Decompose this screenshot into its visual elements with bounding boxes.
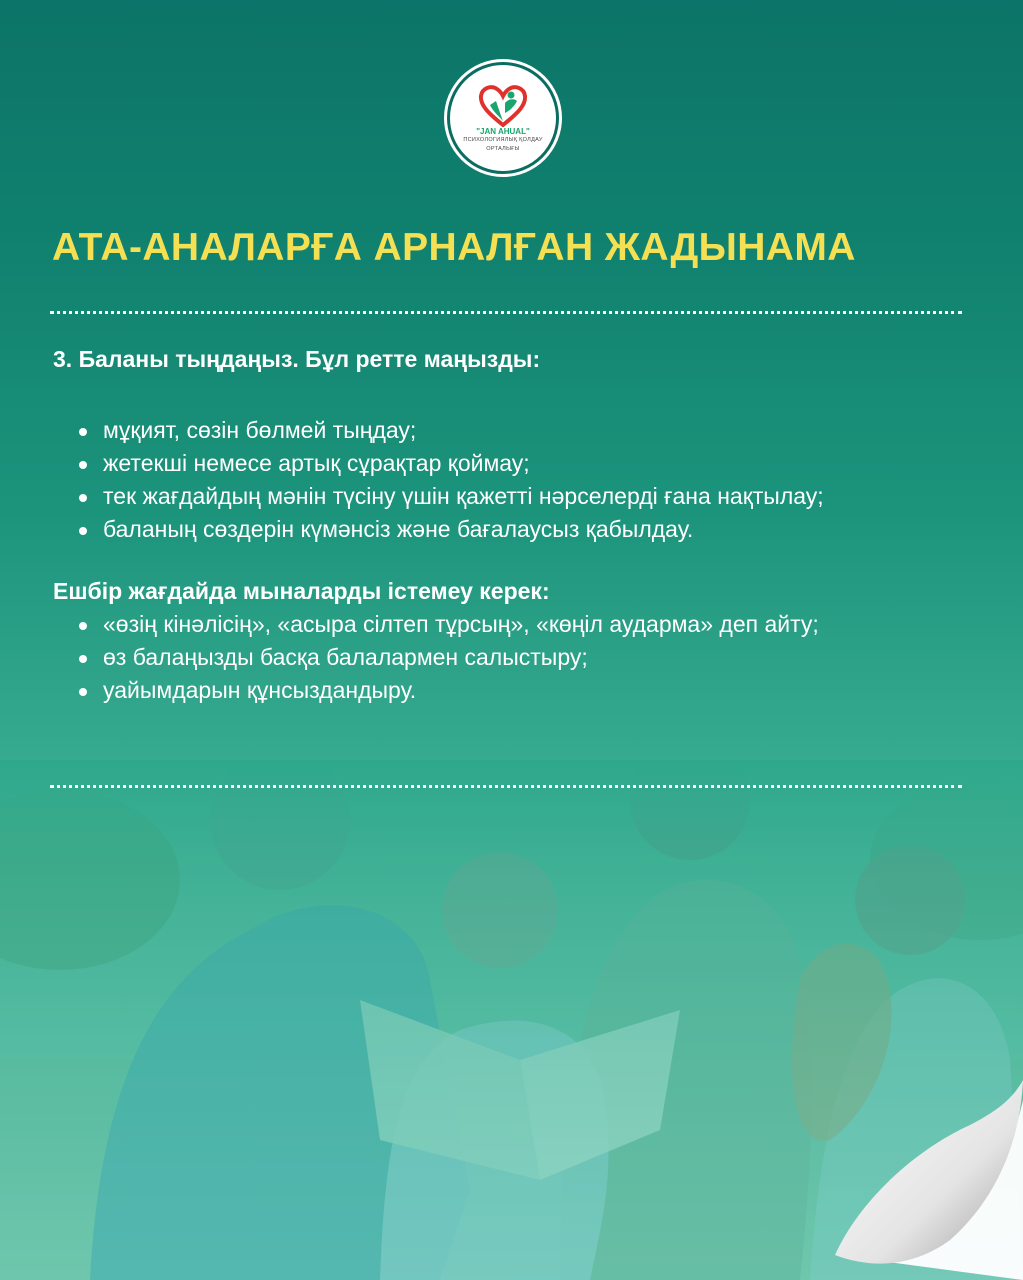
- list-item: өз балаңызды басқа балалармен салыстыру;: [103, 641, 968, 674]
- top-dotted-divider: [50, 311, 962, 314]
- section-1-list: [53, 414, 968, 546]
- page-curl-icon: [820, 1040, 1023, 1280]
- logo-subtitle: ПСИХОЛОГИЯЛЫҚ ҚОЛДАУ ОРТАЛЫҒЫ: [463, 137, 543, 152]
- list-item: уайымдарын құнсыздандыру.: [103, 674, 968, 707]
- list-item: жетекші немесе артық сұрақтар қоймау;: [103, 447, 968, 480]
- section-1-heading: 3. Баланы тыңдаңыз. Бұл ретте маңызды:: [53, 346, 541, 372]
- section-2-list: [53, 608, 968, 707]
- logo-name: "JAN AHUAL": [476, 127, 530, 136]
- logo-text: [450, 127, 556, 154]
- jan-ahual-logo: [447, 62, 559, 174]
- list-item: тек жағдайдың мәнін түсіну үшін қажетті нәрселерді ғана нақтылау;: [103, 480, 968, 513]
- heart-hands-icon: [478, 83, 528, 127]
- list-item: баланың сөздерін күмәнсіз және бағалаусыз қабылдау.: [103, 513, 968, 546]
- bottom-dotted-divider: [50, 785, 962, 788]
- list-item: мұқият, сөзін бөлмей тыңдау;: [103, 414, 968, 447]
- page-title: АТА-АНАЛАРҒА АРНАЛҒАН ЖАДЫНАМА: [52, 226, 856, 269]
- section-2-heading: Ешбір жағдайда мыналарды істемеу керек:: [53, 578, 550, 604]
- content-block: [53, 342, 968, 707]
- list-item: «өзің кінәлісің», «асыра сілтеп тұрсың», «көңіл аударма» деп айту;: [103, 608, 968, 641]
